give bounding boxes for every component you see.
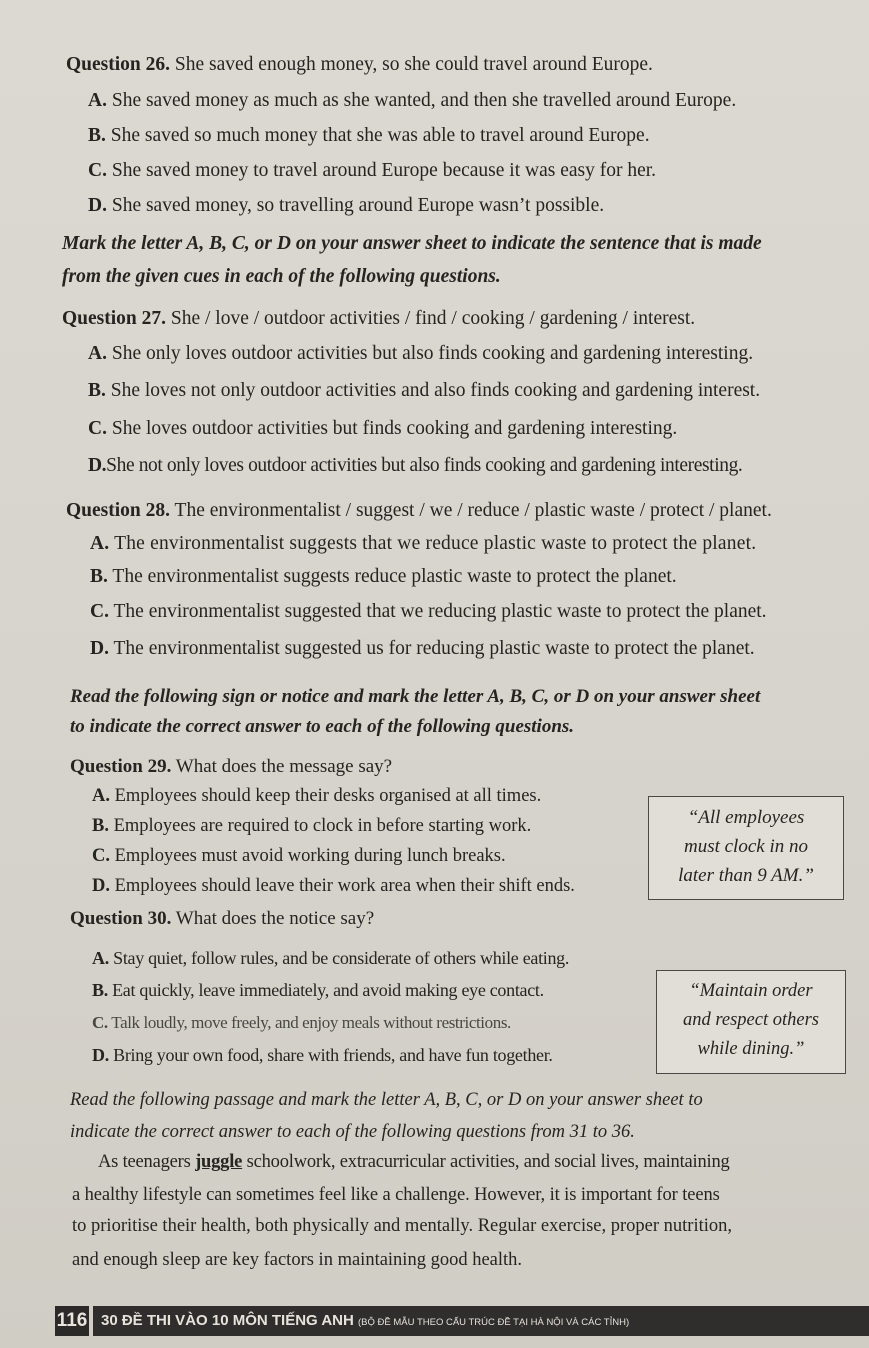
question-28-label: Question 28. <box>66 500 171 521</box>
q26-option-c: C. She saved money to travel around Europe because it was easy for her. <box>88 160 657 181</box>
q26-option-d: D. She saved money, so travelling around Europe wasn’t possible. <box>88 195 605 216</box>
notice-sign-box-29 <box>648 796 844 900</box>
instruction-passage-line2: indicate the correct answer to each of the following questions from 31 to 36. <box>70 1122 635 1142</box>
q30-option-b: B. Eat quickly, leave immediately, and avoid making eye contact. <box>92 980 544 1000</box>
q28-option-a: A. The environmentalist suggests that we reduce plastic waste to protect the planet. <box>90 533 757 554</box>
q28-option-d: D. The environmentalist suggested us for reducing plastic waste to protect the planet. <box>90 638 755 659</box>
sign-29-line3: later than 9 AM.” <box>678 865 814 886</box>
q29-option-c: C. Employees must avoid working during lunch breaks. <box>92 846 506 866</box>
instruction-sentence-building-line2: from the given cues in each of the following questions. <box>62 266 501 287</box>
page-number: 116 <box>55 1306 89 1336</box>
q28-option-b: B. The environmentalist suggests reduce plastic waste to protect the planet. <box>90 566 677 587</box>
instruction-sign-line1: Read the following sign or notice and mark the letter A, B, C, or D on your answer sheet <box>70 686 761 707</box>
q30-option-c: C. Talk loudly, move freely, and enjoy meals without restrictions. <box>92 1013 511 1032</box>
page-footer <box>55 1306 869 1336</box>
passage-line1: As teenagers juggle schoolwork, extracurricular activities, and social lives, maintaining <box>98 1152 730 1172</box>
q27-option-b: B. She loves not only outdoor activities and also finds cooking and gardening interest. <box>88 380 761 401</box>
q29-option-b: B. Employees are required to clock in before starting work. <box>92 816 532 836</box>
book-title-subtitle: (BỘ ĐỀ MẪU THEO CẤU TRÚC ĐỀ TẠI HÀ NỘI VÀ CÁC TỈNH) <box>358 1317 630 1328</box>
book-title <box>93 1306 869 1336</box>
question-29 <box>70 756 392 778</box>
sign-30-line1: “Maintain order <box>689 981 813 1001</box>
question-28 <box>66 500 772 522</box>
sign-29-line1: “All employees <box>687 807 805 828</box>
question-26-stem: She saved enough money, so she could travel around Europe. <box>174 54 653 75</box>
q29-option-a: A. Employees should keep their desks organised at all times. <box>92 786 542 806</box>
question-27 <box>62 308 695 330</box>
question-28-stem: The environmentalist / suggest / we / reduce / plastic waste / protect / planet. <box>174 500 772 521</box>
question-30-stem: What does the notice say? <box>175 908 375 929</box>
underlined-word-juggle: juggle <box>195 1152 243 1172</box>
q30-option-a: A. Stay quiet, follow rules, and be considerate of others while eating. <box>92 948 570 968</box>
question-29-label: Question 29. <box>70 756 172 777</box>
q28-option-c: C. The environmentalist suggested that we reducing plastic waste to protect the planet. <box>90 601 767 622</box>
q27-option-a: A. She only loves outdoor activities but also finds cooking and gardening interesting. <box>88 343 754 364</box>
question-29-stem: What does the message say? <box>175 756 393 777</box>
question-26-label: Question 26. <box>66 54 171 75</box>
sign-30-line3: while dining.” <box>697 1039 805 1059</box>
q27-option-c: C. She loves outdoor activities but finds cooking and gardening interesting. <box>88 418 678 439</box>
instruction-passage-line1: Read the following passage and mark the letter A, B, C, or D on your answer sheet to <box>70 1090 703 1110</box>
instruction-sentence-building-line1: Mark the letter A, B, C, or D on your answer sheet to indicate the sentence that is made <box>62 233 762 254</box>
q29-option-d: D. Employees should leave their work area when their shift ends. <box>92 876 575 896</box>
book-title-main: 30 ĐỀ THI VÀO 10 MÔN TIẾNG ANH <box>101 1312 354 1329</box>
q26-option-a: A. She saved money as much as she wanted, and then she travelled around Europe. <box>88 90 737 111</box>
q27-option-d: D.She not only loves outdoor activities but also finds cooking and gardening interesting. <box>88 455 743 476</box>
question-27-label: Question 27. <box>62 308 167 329</box>
sign-30-line2: and respect others <box>683 1010 819 1030</box>
notice-sign-box-30 <box>656 970 846 1074</box>
passage-line2: a healthy lifestyle can sometimes feel like a challenge. However, it is important for teens <box>72 1185 720 1205</box>
instruction-sign-line2: to indicate the correct answer to each of the following questions. <box>70 716 575 737</box>
question-30-label: Question 30. <box>70 908 172 929</box>
passage-line3: to prioritise their health, both physically and mentally. Regular exercise, proper nutrition, <box>72 1216 732 1236</box>
question-27-stem: She / love / outdoor activities / find / cooking / gardening / interest. <box>170 308 696 329</box>
sign-29-line2: must clock in no <box>683 836 808 857</box>
question-30 <box>70 908 374 930</box>
q26-option-b: B. She saved so much money that she was able to travel around Europe. <box>88 125 650 146</box>
q30-option-d: D. Bring your own food, share with friends, and have fun together. <box>92 1045 553 1065</box>
passage-line4: and enough sleep are key factors in maintaining good health. <box>72 1250 523 1270</box>
question-26 <box>66 54 653 76</box>
